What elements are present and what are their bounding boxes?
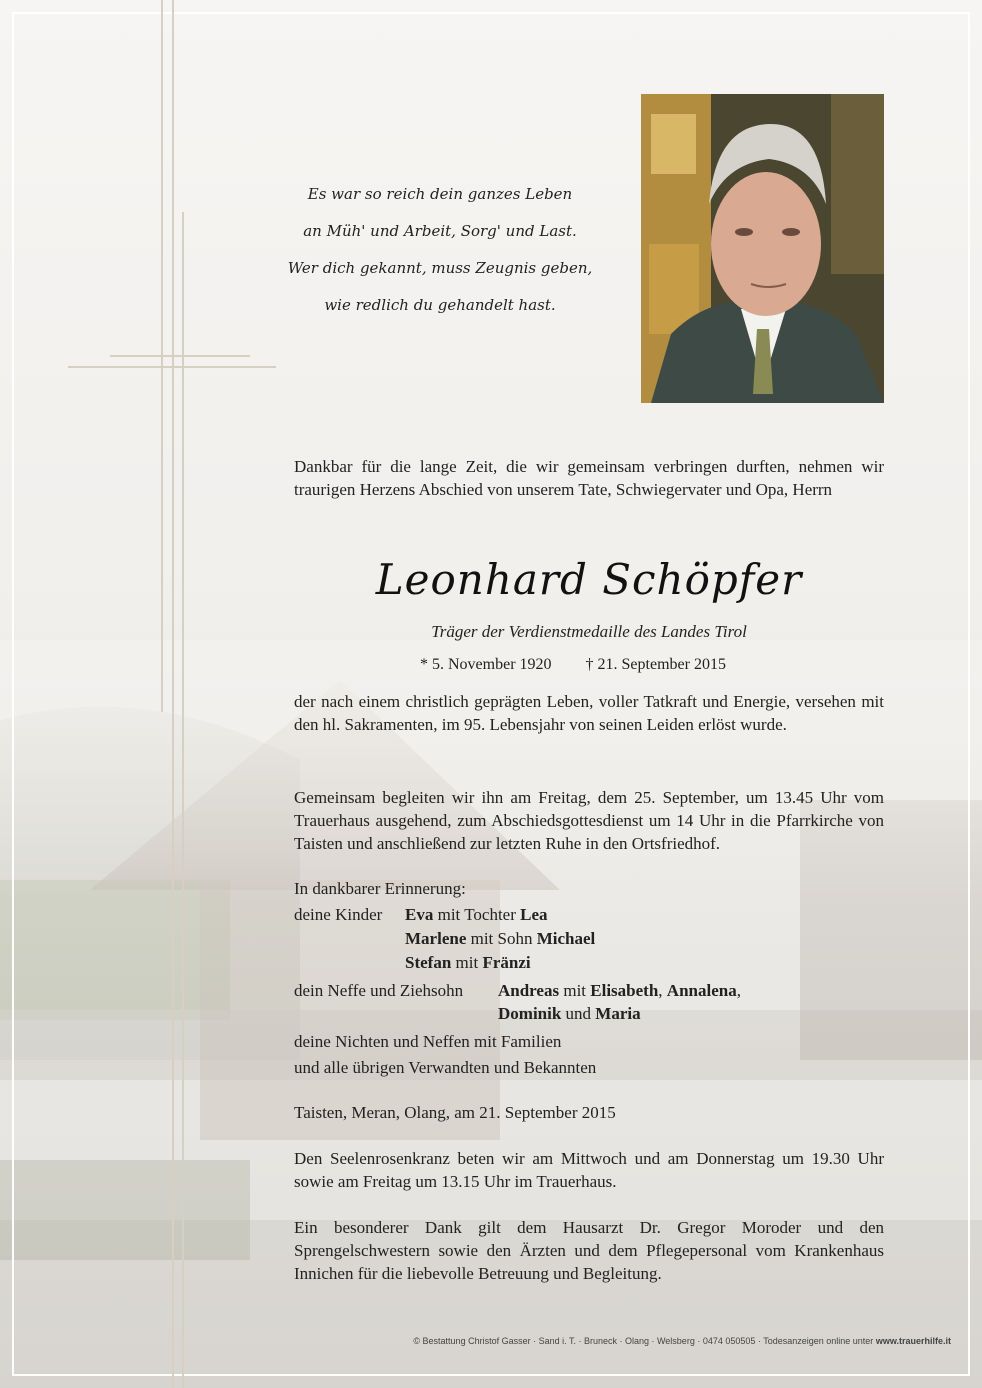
nephew-and: und xyxy=(565,1004,592,1023)
memorial-quote xyxy=(270,176,610,324)
birth-date: * 5. November 1920 xyxy=(420,656,552,673)
cross-bar-1 xyxy=(68,366,276,368)
paragraph-life: der nach einem christlich geprägten Leben, voller Tatkraft und Energie, versehen mit den hl. Sakramenten, im 95. Lebensjahr von seinen Leiden erlöst wurde. xyxy=(294,692,884,734)
death-date: † 21. September 2015 xyxy=(585,656,726,673)
place-date: Taisten, Meran, Olang, am 21. September 2015 xyxy=(294,1103,616,1122)
nephew-rel: mit xyxy=(563,981,587,1000)
kid-row-3 xyxy=(405,951,531,975)
quote-line-3: Wer dich gekannt, muss Zeugnis geben, xyxy=(287,259,593,277)
deceased-name: Leonhard Schöpfer xyxy=(375,555,803,604)
kid-3-name: Stefan xyxy=(405,953,452,972)
footer xyxy=(0,1336,951,1346)
quote-line-1: Es war so reich dein ganzes Leben xyxy=(307,185,573,203)
kids-label: deine Kinder xyxy=(294,905,383,924)
nieces-line: deine Nichten und Neffen mit Familien xyxy=(294,1032,562,1051)
paragraph-thanks: Ein besonderer Dank gilt dem Hausarzt Dr. Gregor Moroder und den Sprengelschwestern sowie den Ärzten und dem Pflegepersonal vom Krankenhaus Innichen für die liebevolle Betreuung und Begleitung. xyxy=(294,1218,884,1283)
nephew-row-1: Andreas mit Elisabeth, Annalena, xyxy=(498,981,741,1000)
kid-3-child: Fränzi xyxy=(482,953,531,972)
nephew-child-3: Dominik xyxy=(498,1004,562,1023)
relatives-line: und alle übrigen Verwandten und Bekannten xyxy=(294,1058,597,1077)
kid-1-rel: mit Tochter xyxy=(437,905,516,924)
nephew-child-4: Maria xyxy=(595,1004,641,1023)
kid-row-2 xyxy=(405,927,595,951)
quote-line-2: an Müh' und Arbeit, Sorg' und Last. xyxy=(303,222,577,240)
kid-2-child: Michael xyxy=(536,929,596,948)
kid-2-name: Marlene xyxy=(405,929,467,948)
footer-text: © Bestattung Christof Gasser · Sand i. T. · Bruneck · Olang · Welsberg · 0474 050505 · Todesanzeigen online unter xyxy=(413,1336,874,1346)
kid-3-rel: mit xyxy=(455,953,479,972)
kid-2-rel: mit Sohn xyxy=(470,929,533,948)
life-dates xyxy=(420,656,820,674)
nephew-name: Andreas xyxy=(498,981,560,1000)
honor-subtitle: Träger der Verdienstmedaille des Landes Tirol xyxy=(431,622,747,641)
intro-text: Dankbar für die lange Zeit, die wir gemeinsam verbringen durften, nehmen wir traurigen Herzens Abschied von unserem Tate, Schwiegervater und Opa, Herrn xyxy=(294,457,884,499)
paragraph-rosary: Den Seelenrosenkranz beten wir am Mittwoch und am Donnerstag um 19.30 Uhr sowie am Freitag um 13.15 Uhr im Trauerhaus. xyxy=(294,1149,884,1191)
family-heading: In dankbarer Erinnerung: xyxy=(294,879,466,898)
nephew-child-2: Annalena xyxy=(666,981,737,1000)
cross-bar-2 xyxy=(110,355,250,357)
quote-line-4: wie redlich du gehandelt hast. xyxy=(324,296,556,314)
nephew-row-2 xyxy=(498,1002,641,1026)
portrait-photo xyxy=(641,94,884,403)
left-vertical-line-2 xyxy=(172,0,174,1388)
nephew-label: dein Neffe und Ziehsohn xyxy=(294,981,464,1000)
footer-url[interactable]: www.trauerhilfe.it xyxy=(875,1336,951,1346)
cross-vertical xyxy=(182,212,184,1388)
kid-1-child: Lea xyxy=(520,905,548,924)
paragraph-funeral: Gemeinsam begleiten wir ihn am Freitag, dem 25. September, um 13.45 Uhr vom Trauerhaus ausgehend, zum Abschiedsgottesdienst um 14 Uhr in die Pfarrkirche von Taisten und anschließend zur letzten Ruhe in den Ortsfriedhof. xyxy=(294,788,884,853)
kid-row-1 xyxy=(405,903,548,927)
nephew-child-1: Elisabeth xyxy=(590,981,659,1000)
kid-1-name: Eva xyxy=(405,905,434,924)
